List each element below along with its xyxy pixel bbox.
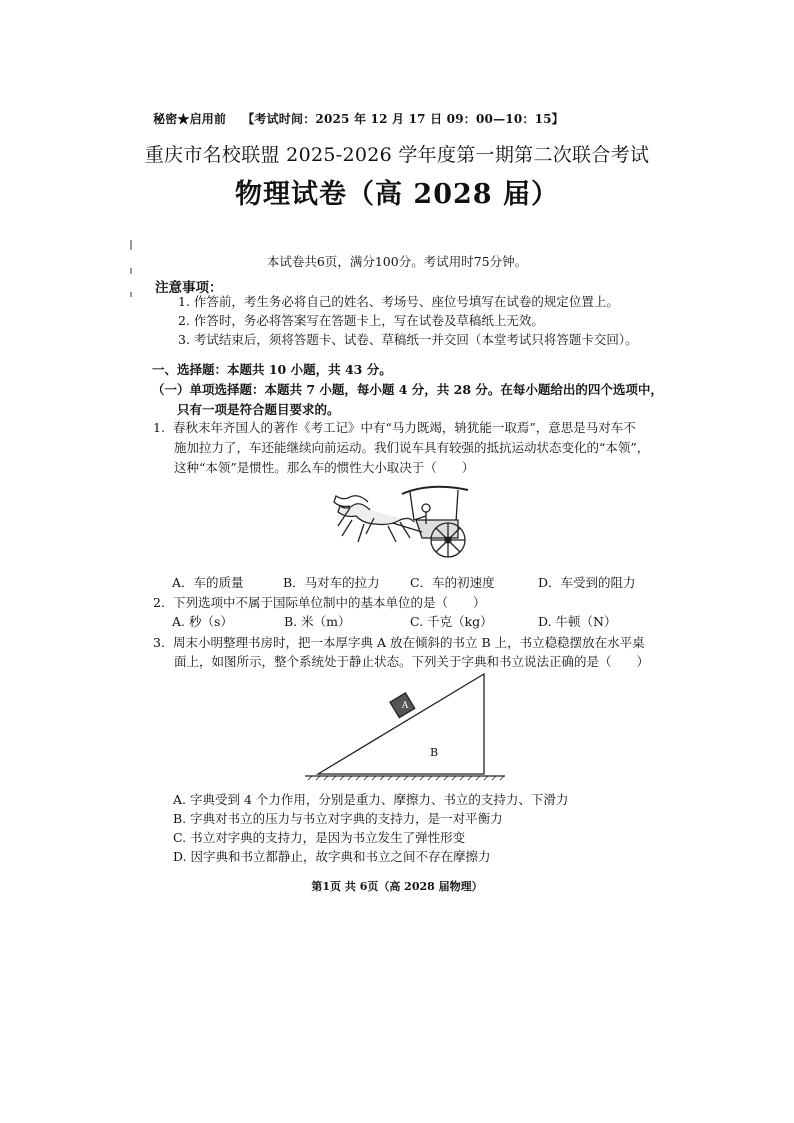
option-c: C. 千克（kg） — [410, 614, 493, 629]
wedge-figure — [300, 672, 510, 782]
notice-item: 3. 考试结束后，须将答题卡、试卷、草稿纸一并交回（本堂考试只将答题卡交回）。 — [178, 332, 638, 347]
option-a: A．车的质量 — [172, 575, 244, 590]
question-1 — [153, 417, 636, 438]
question-2 — [153, 592, 486, 613]
scan-mark — [130, 240, 132, 250]
block-label: A — [401, 701, 409, 711]
option-c: C．车的初速度 — [410, 575, 495, 590]
options-row — [172, 573, 661, 591]
question-number: 2. — [153, 595, 165, 610]
question-number: 1. — [153, 420, 165, 435]
paper-info: 本试卷共6页，满分100分。考试用时75分钟。 — [266, 254, 528, 269]
scan-mark — [130, 292, 132, 297]
wedge-label: B — [429, 746, 439, 759]
option-a: A. 秒（s） — [172, 614, 233, 629]
exam-title: 重庆市名校联盟 2025-2026 学年度第一期第二次联合考试 — [144, 144, 650, 166]
question-text: 这种“本领”是惯性。那么车的惯性大小取决于（ ） — [174, 460, 475, 475]
options-row — [172, 612, 661, 630]
option-d: D. 牛顿（N） — [538, 614, 617, 629]
notice-title: 注意事项： — [155, 280, 223, 296]
header-meta — [153, 110, 564, 127]
question-text: 施加拉力了，车还能继续向前运动。我们说车具有较强的抵抗运动状态变化的“本领”， — [174, 440, 650, 455]
notice-item: 2. 作答时，务必将答案写在答题卡上，写在试卷及草稿纸上无效。 — [178, 313, 544, 328]
option-b: B．马对车的拉力 — [283, 575, 380, 590]
section-title: 一、选择题：本题共 10 小题，共 43 分。 — [152, 362, 392, 377]
notice-item: 1. 作答前，考生务必将自己的姓名、考场号、座位号填写在试卷的规定位置上。 — [178, 294, 619, 309]
option-c: C. 书立对字典的支持力，是因为书立发生了弹性形变 — [173, 830, 466, 845]
confidential-label: 秘密★启用前 — [153, 112, 227, 126]
chariot-illustration — [330, 480, 480, 562]
subsection-title: （一）单项选择题：本题共 7 小题，每小题 4 分，共 28 分。在每小题给出的四个选项中， — [152, 382, 663, 397]
option-b: B. 米（m） — [284, 614, 351, 629]
subject-title: 物理试卷（高 2028 届） — [235, 179, 559, 210]
question-3 — [153, 632, 645, 653]
page-footer: 第1页 共 6页（高 2028 届物理） — [311, 880, 483, 893]
question-number: 3. — [153, 635, 165, 650]
option-d: D．车受到的阻力 — [538, 575, 636, 590]
question-text: 春秋末年齐国人的著作《考工记》中有“马力既竭，辀犹能一取焉”，意思是马对车不 — [173, 420, 636, 435]
question-text: 下列选项中不属于国际单位制中的基本单位的是（ ） — [173, 595, 486, 610]
subsection-title-cont: 只有一项是符合题目要求的。 — [177, 402, 340, 417]
exam-time: 【考试时间：2025 年 12 月 17 日 09：00—10：15】 — [242, 112, 564, 126]
option-d: D. 因字典和书立都静止，故字典和书立之间不存在摩擦力 — [173, 849, 491, 864]
question-text: 周末小明整理书房时，把一本厚字典 A 放在倾斜的书立 B 上，书立稳稳摆放在水平桌 — [173, 635, 645, 650]
option-a: A. 字典受到 4 个力作用，分别是重力、摩擦力、书立的支持力、下滑力 — [173, 792, 569, 807]
option-b: B. 字典对书立的压力与书立对字典的支持力，是一对平衡力 — [173, 811, 503, 826]
question-text: 面上，如图所示，整个系统处于静止状态。下列关于字典和书立说法正确的是（ ） — [174, 654, 650, 669]
